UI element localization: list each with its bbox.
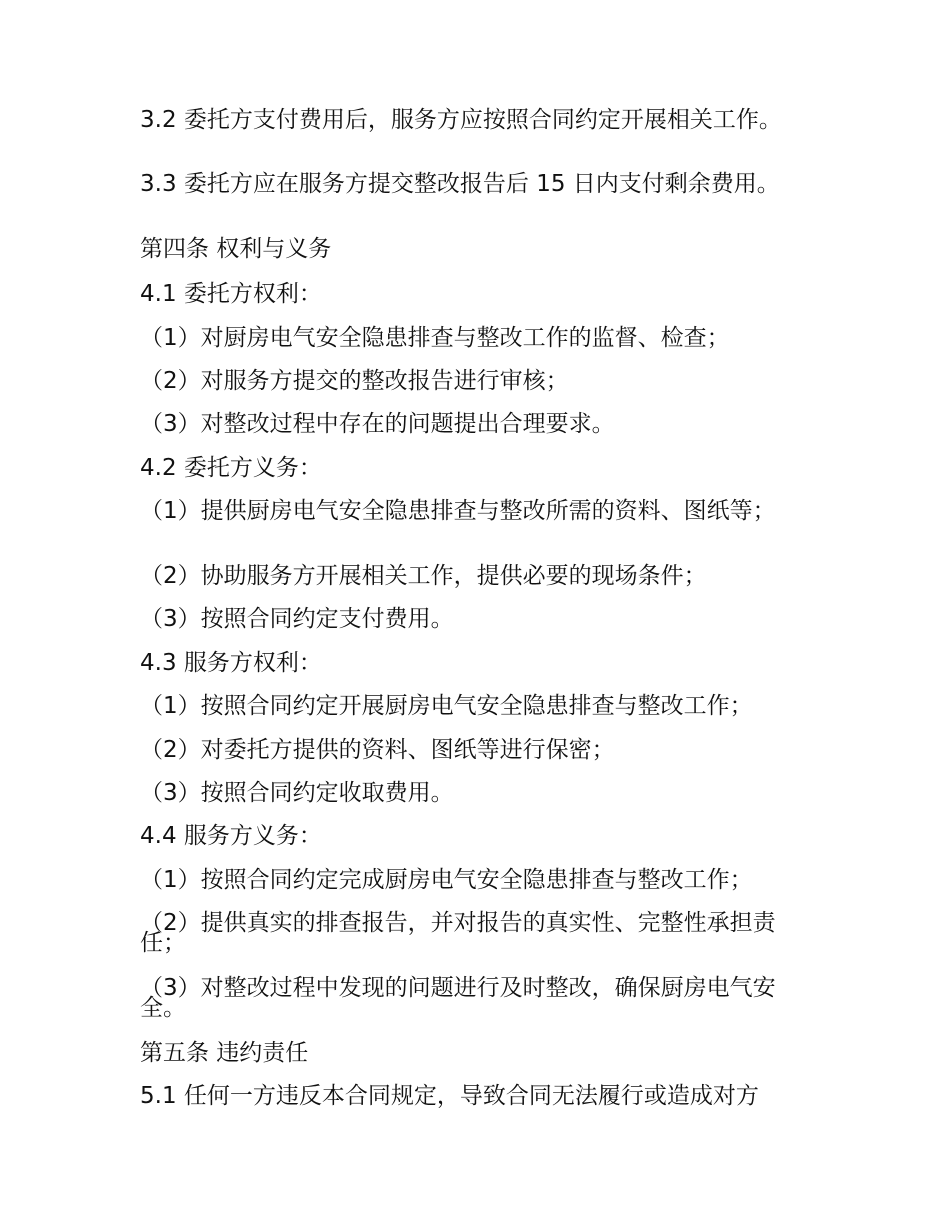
clause-3-3: 3.3 委托方应在服务方提交整改报告后 15 日内支付剩余费用。: [140, 171, 780, 197]
clause-4-1-item-2: （2）对服务方提交的整改报告进行审核；: [140, 368, 569, 394]
clause-4-3: 4.3 服务方权利：: [140, 650, 322, 676]
clause-3-2: 3.2 委托方支付费用后，服务方应按照合同约定开展相关工作。: [140, 107, 782, 133]
clause-4-3-item-3: （3）按照合同约定收取费用。: [140, 780, 454, 806]
clause-4-4-item-2: （2）提供真实的排查报告，并对报告的真实性、完整性承担责任；: [140, 910, 776, 956]
clause-5-1: 5.1 任何一方违反本合同规定，导致合同无法履行或造成对方: [140, 1083, 759, 1109]
clause-4-1-item-3: （3）对整改过程中存在的问题提出合理要求。: [140, 411, 615, 437]
clause-4-1-item-1: （1）对厨房电气安全隐患排查与整改工作的监督、检查；: [140, 325, 730, 351]
clause-4-2-item-3: （3）按照合同约定支付费用。: [140, 606, 454, 632]
clause-4-2-item-1: （1）提供厨房电气安全隐患排查与整改所需的资料、图纸等；: [140, 498, 776, 524]
clause-4-2: 4.2 委托方义务：: [140, 455, 322, 481]
clause-4-2-item-2: （2）协助服务方开展相关工作，提供必要的现场条件；: [140, 563, 707, 589]
article-5-heading: 第五条 违约责任: [140, 1040, 309, 1066]
article-4-heading: 第四条 权利与义务: [140, 236, 332, 262]
clause-4-4-item-3: （3）对整改过程中发现的问题进行及时整改，确保厨房电气安全。: [140, 975, 776, 1021]
clause-4-4-item-1: （1）按照合同约定完成厨房电气安全隐患排查与整改工作；: [140, 867, 753, 893]
clause-4-1: 4.1 委托方权利：: [140, 281, 322, 307]
clause-4-3-item-2: （2）对委托方提供的资料、图纸等进行保密；: [140, 737, 615, 763]
clause-4-4: 4.4 服务方义务：: [140, 823, 322, 849]
clause-4-3-item-1: （1）按照合同约定开展厨房电气安全隐患排查与整改工作；: [140, 693, 753, 719]
